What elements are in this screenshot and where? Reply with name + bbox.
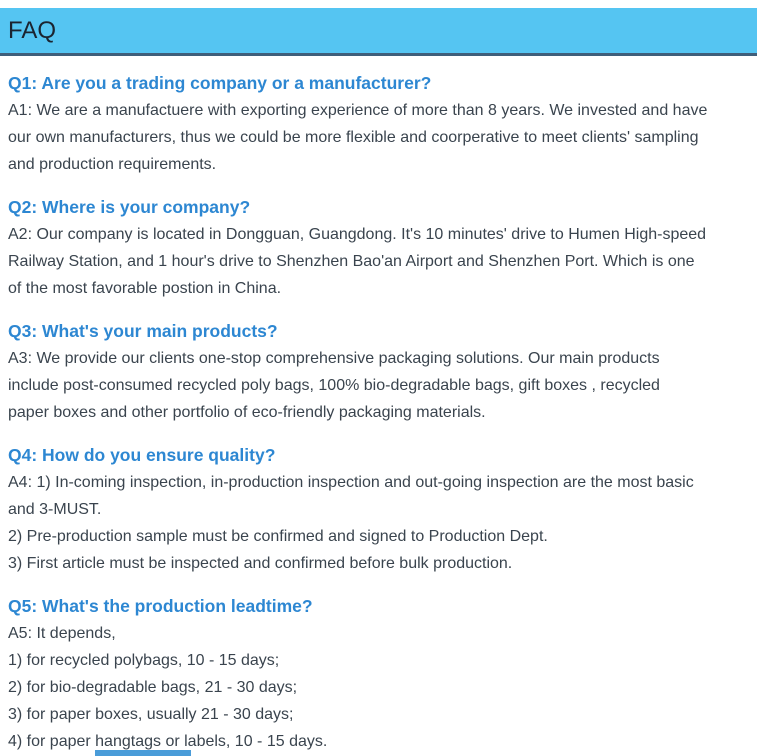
- answer-line: include post-consumed recycled poly bags, 100% bio-degradable bags, gift boxes , recycled: [8, 377, 660, 394]
- answer-line: 3) for paper boxes, usually 21 - 30 days;: [8, 706, 294, 723]
- answer-line: 2) Pre-production sample must be confirmed and signed to Production Dept.: [8, 528, 548, 545]
- answer-line: 4) for paper hangtags or labels, 10 - 15 days.: [8, 733, 328, 750]
- answer-line: and 3-MUST.: [8, 501, 102, 518]
- faq-item-1: [8, 71, 755, 178]
- answer-line: and production requirements.: [8, 156, 217, 173]
- answer-line: 1) for recycled polybags, 10 - 15 days;: [8, 652, 280, 669]
- faq-answer-5: [8, 620, 755, 755]
- faq-question-3: Q3: What's your main products?: [8, 321, 278, 341]
- answer-line: Railway Station, and 1 hour's drive to Shenzhen Bao'an Airport and Shenzhen Port. Which is one: [8, 253, 695, 270]
- faq-title: FAQ: [8, 17, 57, 44]
- next-section-partial-element: [95, 750, 191, 756]
- answer-line: A2: Our company is located in Dongguan, Guangdong. It's 10 minutes' drive to Humen High-speed: [8, 226, 707, 243]
- faq-answer-2: [8, 221, 755, 302]
- faq-content: [0, 71, 765, 755]
- faq-item-4: [8, 443, 755, 577]
- faq-section-header: [0, 8, 757, 56]
- answer-line: A1: We are a manufactuere with exporting experience of more than 8 years. We invested and have: [8, 102, 708, 119]
- answer-line: A4: 1) In-coming inspection, in-production inspection and out-going inspection are the most basic: [8, 474, 694, 491]
- answer-line: of the most favorable postion in China.: [8, 280, 282, 297]
- answer-line: A3: We provide our clients one-stop comprehensive packaging solutions. Our main products: [8, 350, 660, 367]
- answer-line: our own manufacturers, thus we could be more flexible and coorperative to meet clients' sampling: [8, 129, 699, 146]
- faq-question-1: Q1: Are you a trading company or a manufacturer?: [8, 73, 432, 93]
- faq-item-5: [8, 594, 755, 755]
- faq-question-2: Q2: Where is your company?: [8, 197, 251, 217]
- faq-answer-3: [8, 345, 755, 426]
- answer-line: 2) for bio-degradable bags, 21 - 30 days;: [8, 679, 298, 696]
- answer-line: A5: It depends,: [8, 625, 116, 642]
- faq-item-2: [8, 195, 755, 302]
- faq-item-3: [8, 319, 755, 426]
- faq-answer-1: [8, 97, 755, 178]
- faq-question-5: Q5: What's the production leadtime?: [8, 596, 313, 616]
- faq-answer-4: [8, 469, 755, 577]
- faq-page: [0, 8, 765, 755]
- answer-line: paper boxes and other portfolio of eco-friendly packaging materials.: [8, 404, 486, 421]
- faq-question-4: Q4: How do you ensure quality?: [8, 445, 276, 465]
- answer-line: 3) First article must be inspected and confirmed before bulk production.: [8, 555, 513, 572]
